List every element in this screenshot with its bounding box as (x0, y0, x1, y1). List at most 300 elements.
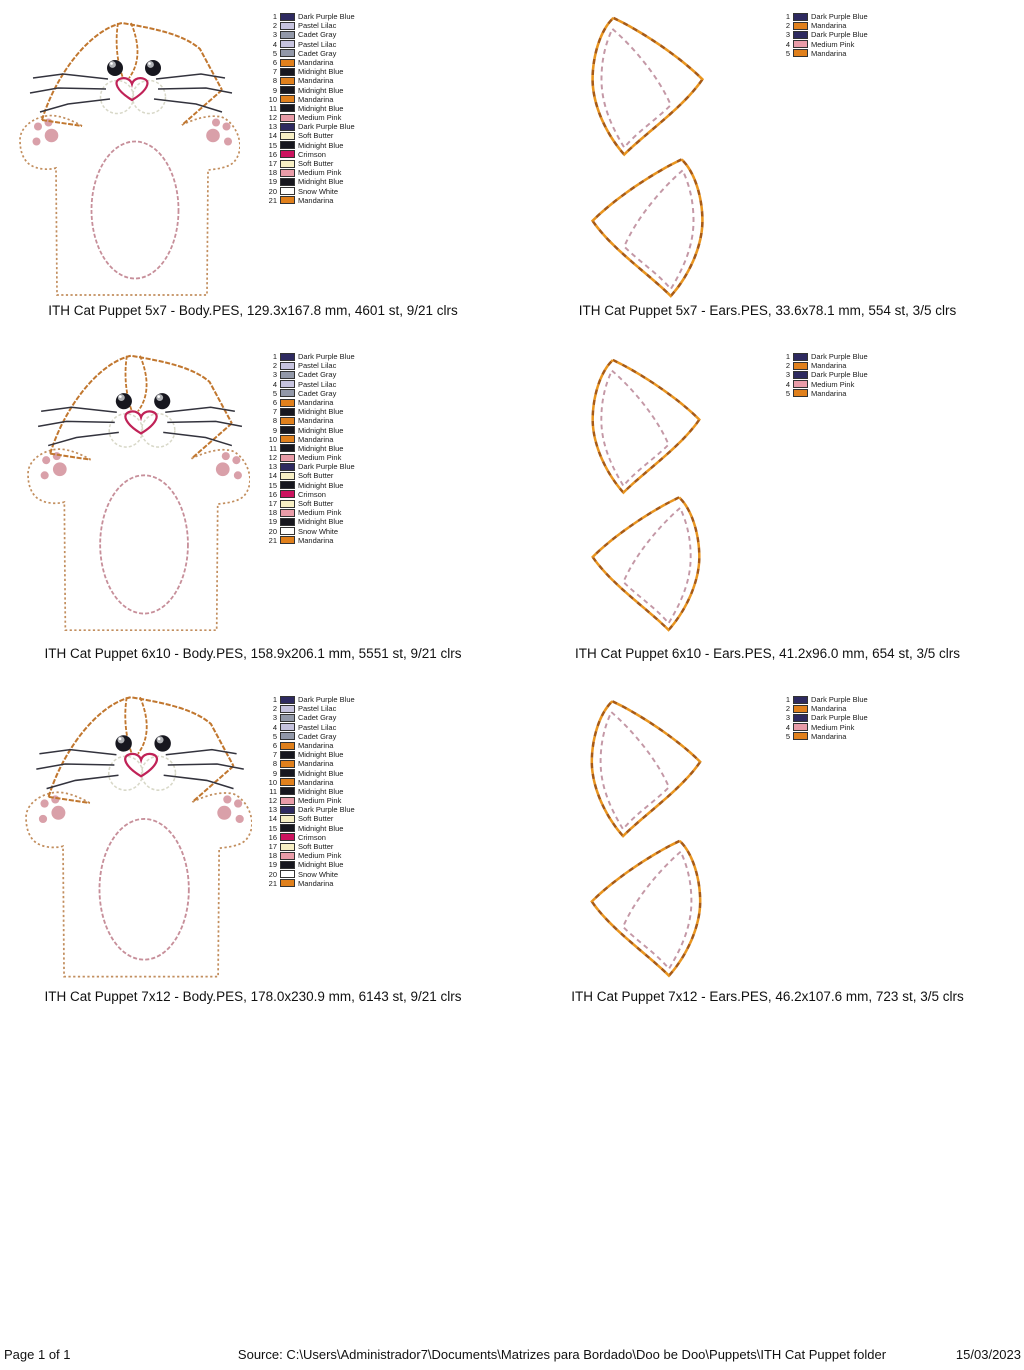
thread-color-name: Mandarina (811, 48, 847, 58)
thread-color-name: Midnight Blue (298, 443, 344, 453)
legend-row (264, 159, 384, 168)
thread-color-swatch (793, 31, 808, 39)
thread-color-name: Soft Butter (298, 159, 334, 168)
thread-color-name: Mandarina (811, 361, 847, 371)
thread-color-swatch (793, 732, 808, 740)
legend-entry-number: 18 (268, 168, 277, 178)
design-preview-ears-6x10 (585, 354, 707, 636)
legend-row (264, 453, 384, 462)
thread-color-swatch (280, 104, 295, 112)
legend-row (264, 713, 384, 722)
thread-color-swatch (280, 196, 295, 204)
thread-legend-body-7x12 (264, 695, 384, 888)
page-number: Page 1 of 1 (4, 1347, 71, 1362)
legend-entry-number: 13 (268, 462, 277, 472)
design-caption-ears-6x10: ITH Cat Puppet 6x10 - Ears.PES, 41.2x96.0 mm, 654 st, 3/5 clrs (575, 646, 960, 661)
thread-color-name: Medium Pink (298, 113, 342, 123)
thread-color-swatch (280, 806, 295, 814)
thread-color-name: Midnight Blue (298, 823, 344, 833)
thread-color-name: Pastel Lilac (298, 722, 337, 732)
legend-row (264, 435, 384, 444)
legend-row (264, 444, 384, 453)
thread-color-swatch (280, 132, 295, 140)
legend-entry-number: 2 (272, 361, 277, 371)
legend-row (777, 370, 897, 379)
legend-row (264, 30, 384, 39)
thread-color-swatch (280, 714, 295, 722)
legend-entry-number: 21 (268, 195, 277, 205)
legend-row (264, 769, 384, 778)
thread-color-swatch (280, 751, 295, 759)
legend-entry-number: 8 (272, 76, 277, 86)
legend-entry-number: 3 (785, 370, 790, 380)
legend-entry-number: 1 (785, 12, 790, 21)
thread-color-name: Medium Pink (298, 453, 342, 463)
legend-row (264, 508, 384, 517)
thread-color-name: Soft Butter (298, 131, 334, 141)
legend-entry-number: 5 (785, 48, 790, 58)
thread-color-name: Mandarina (298, 759, 334, 769)
legend-row (264, 536, 384, 545)
thread-color-swatch (280, 169, 295, 177)
legend-row (264, 787, 384, 796)
thread-color-name: Pastel Lilac (298, 379, 337, 389)
legend-row (264, 879, 384, 888)
legend-entry-number: 7 (272, 407, 277, 417)
thread-color-name: Medium Pink (298, 796, 342, 806)
thread-color-name: Dark Purple Blue (298, 122, 355, 132)
legend-row (264, 12, 384, 21)
legend-entry-number: 3 (785, 713, 790, 723)
legend-entry-number: 10 (268, 434, 277, 444)
legend-entry-number: 21 (268, 878, 277, 888)
legend-row (264, 76, 384, 85)
legend-entry-number: 16 (268, 489, 277, 499)
legend-entry-number: 19 (268, 177, 277, 187)
legend-row (264, 842, 384, 851)
thread-color-swatch (280, 870, 295, 878)
thread-color-swatch (280, 833, 295, 841)
legend-entry-number: 12 (268, 453, 277, 463)
legend-entry-number: 9 (272, 85, 277, 95)
thread-color-name: Mandarina (298, 397, 334, 407)
thread-color-swatch (793, 40, 808, 48)
thread-color-swatch (280, 435, 295, 443)
thread-color-name: Soft Butter (298, 499, 334, 508)
design-caption-ears-5x7: ITH Cat Puppet 5x7 - Ears.PES, 33.6x78.1 mm, 554 st, 3/5 clrs (578, 303, 957, 318)
thread-color-name: Midnight Blue (298, 425, 344, 435)
thread-color-swatch (280, 444, 295, 452)
legend-entry-number: 5 (785, 731, 790, 741)
thread-color-name: Crimson (298, 832, 326, 842)
legend-row (264, 814, 384, 823)
legend-row (264, 86, 384, 95)
legend-entry-number: 7 (272, 67, 277, 77)
legend-row (264, 389, 384, 398)
thread-color-name: Dark Purple Blue (298, 695, 355, 704)
thread-color-swatch (280, 68, 295, 76)
legend-entry-number: 6 (272, 397, 277, 407)
legend-entry-number: 5 (785, 388, 790, 398)
legend-entry-number: 15 (268, 823, 277, 833)
legend-row (264, 833, 384, 842)
legend-row (264, 370, 384, 379)
thread-color-name: Cadet Gray (298, 731, 337, 741)
thread-color-swatch (280, 362, 295, 370)
legend-row (777, 30, 897, 39)
thread-color-swatch (280, 500, 295, 508)
legend-row (777, 389, 897, 398)
legend-entry-number: 19 (268, 860, 277, 870)
thread-color-name: Crimson (298, 489, 326, 499)
legend-row (264, 723, 384, 732)
legend-entry-number: 13 (268, 805, 277, 815)
legend-entry-number: 4 (785, 379, 790, 389)
legend-entry-number: 10 (268, 94, 277, 104)
legend-entry-number: 3 (785, 30, 790, 40)
legend-row (777, 695, 897, 704)
thread-color-swatch (793, 714, 808, 722)
legend-entry-number: 2 (785, 361, 790, 371)
thread-color-name: Snow White (298, 869, 339, 879)
legend-row (777, 352, 897, 361)
thread-color-name: Medium Pink (811, 722, 855, 732)
design-preview-ears-7x12 (584, 697, 708, 980)
thread-color-swatch (280, 399, 295, 407)
thread-color-name: Mandarina (298, 878, 334, 888)
legend-row (264, 21, 384, 30)
legend-row (264, 49, 384, 58)
legend-row (264, 805, 384, 814)
legend-row (777, 49, 897, 58)
legend-row (264, 778, 384, 787)
thread-color-name: Dark Purple Blue (811, 713, 868, 723)
legend-entry-number: 17 (268, 499, 277, 508)
legend-entry-number: 12 (268, 796, 277, 806)
thread-color-name: Soft Butter (298, 814, 334, 824)
thread-color-swatch (793, 380, 808, 388)
thread-color-name: Mandarina (298, 57, 334, 67)
thread-color-swatch (280, 769, 295, 777)
legend-row (777, 40, 897, 49)
legend-entry-number: 17 (268, 842, 277, 851)
thread-color-swatch (280, 723, 295, 731)
thread-color-name: Soft Butter (298, 842, 334, 851)
thread-color-name: Mandarina (298, 195, 334, 205)
thread-color-swatch (280, 490, 295, 498)
thread-color-swatch (280, 536, 295, 544)
thread-color-name: Midnight Blue (298, 750, 344, 760)
legend-row (264, 824, 384, 833)
thread-color-name: Dark Purple Blue (811, 12, 868, 21)
legend-row (777, 21, 897, 30)
thread-color-name: Pastel Lilac (298, 21, 337, 31)
design-caption-body-5x7: ITH Cat Puppet 5x7 - Body.PES, 129.3x167.8 mm, 4601 st, 9/21 clrs (48, 303, 458, 318)
legend-row (264, 177, 384, 186)
thread-color-name: Midnight Blue (298, 517, 344, 527)
legend-entry-number: 16 (268, 149, 277, 159)
thread-color-swatch (280, 77, 295, 85)
thread-color-name: Cadet Gray (298, 30, 337, 40)
legend-entry-number: 19 (268, 517, 277, 527)
design-caption-body-6x10: ITH Cat Puppet 6x10 - Body.PES, 158.9x206.1 mm, 5551 st, 9/21 clrs (44, 646, 462, 661)
thread-color-name: Dark Purple Blue (811, 30, 868, 40)
legend-entry-number: 8 (272, 759, 277, 769)
legend-entry-number: 2 (272, 21, 277, 31)
thread-color-swatch (793, 13, 808, 21)
thread-color-name: Cadet Gray (298, 713, 337, 723)
thread-color-swatch (280, 95, 295, 103)
thread-color-swatch (280, 31, 295, 39)
thread-color-swatch (793, 22, 808, 30)
thread-color-name: Midnight Blue (298, 67, 344, 77)
legend-entry-number: 1 (272, 12, 277, 21)
legend-row (264, 704, 384, 713)
thread-color-name: Midnight Blue (298, 103, 344, 113)
thread-color-name: Mandarina (298, 416, 334, 426)
legend-entry-number: 4 (272, 39, 277, 49)
legend-row (264, 870, 384, 879)
legend-row (264, 398, 384, 407)
thread-color-name: Pastel Lilac (298, 361, 337, 371)
legend-entry-number: 11 (269, 443, 277, 453)
legend-row (777, 713, 897, 722)
legend-row (264, 741, 384, 750)
legend-row (264, 113, 384, 122)
thread-color-name: Medium Pink (811, 39, 855, 49)
legend-entry-number: 3 (272, 713, 277, 723)
thread-color-swatch (280, 141, 295, 149)
thread-color-name: Medium Pink (298, 168, 342, 178)
legend-row (264, 426, 384, 435)
thread-color-swatch (280, 760, 295, 768)
thread-color-name: Cadet Gray (298, 48, 337, 58)
legend-entry-number: 4 (272, 379, 277, 389)
thread-color-swatch (793, 371, 808, 379)
legend-entry-number: 12 (268, 113, 277, 123)
legend-entry-number: 15 (268, 140, 277, 150)
legend-entry-number: 9 (272, 425, 277, 435)
legend-entry-number: 6 (272, 57, 277, 67)
legend-entry-number: 18 (268, 508, 277, 518)
design-caption-ears-7x12: ITH Cat Puppet 7x12 - Ears.PES, 46.2x107.6 mm, 723 st, 3/5 clrs (571, 989, 964, 1004)
legend-entry-number: 10 (268, 777, 277, 787)
legend-row (264, 416, 384, 425)
thread-color-name: Dark Purple Blue (298, 352, 355, 361)
thread-color-name: Mandarina (298, 777, 334, 787)
legend-entry-number: 1 (272, 695, 277, 704)
design-preview-body-7x12 (24, 696, 252, 984)
thread-legend-ears-7x12 (777, 695, 897, 741)
thread-legend-body-6x10 (264, 352, 384, 545)
legend-entry-number: 3 (272, 30, 277, 40)
legend-row (264, 122, 384, 131)
legend-entry-number: 4 (272, 722, 277, 732)
thread-color-swatch (280, 705, 295, 713)
thread-color-name: Mandarina (298, 434, 334, 444)
legend-entry-number: 6 (272, 740, 277, 750)
legend-entry-number: 17 (268, 159, 277, 168)
legend-row (264, 481, 384, 490)
thread-color-swatch (280, 389, 295, 397)
thread-color-name: Crimson (298, 149, 326, 159)
legend-row (264, 104, 384, 113)
thread-color-swatch (280, 123, 295, 131)
legend-row (264, 490, 384, 499)
thread-color-name: Mandarina (298, 535, 334, 545)
legend-row (264, 168, 384, 177)
legend-row (264, 759, 384, 768)
thread-color-swatch (280, 454, 295, 462)
thread-color-swatch (793, 696, 808, 704)
legend-row (264, 361, 384, 370)
legend-row (264, 860, 384, 869)
legend-entry-number: 1 (785, 352, 790, 361)
legend-entry-number: 1 (272, 352, 277, 361)
thread-color-swatch (280, 187, 295, 195)
thread-color-swatch (280, 861, 295, 869)
legend-entry-number: 14 (268, 471, 277, 481)
thread-color-swatch (280, 13, 295, 21)
legend-entry-number: 16 (268, 832, 277, 842)
legend-entry-number: 14 (268, 814, 277, 824)
legend-entry-number: 8 (272, 416, 277, 426)
thread-color-swatch (793, 353, 808, 361)
legend-entry-number: 3 (272, 370, 277, 380)
legend-row (264, 187, 384, 196)
thread-color-name: Midnight Blue (298, 85, 344, 95)
thread-color-swatch (280, 742, 295, 750)
legend-row (264, 471, 384, 480)
legend-entry-number: 4 (785, 39, 790, 49)
thread-color-name: Dark Purple Blue (811, 695, 868, 704)
thread-legend-ears-5x7 (777, 12, 897, 58)
thread-color-name: Mandarina (811, 388, 847, 398)
legend-row (264, 750, 384, 759)
thread-color-name: Medium Pink (298, 851, 342, 861)
thread-color-name: Medium Pink (298, 508, 342, 518)
thread-color-name: Pastel Lilac (298, 39, 337, 49)
legend-entry-number: 5 (272, 388, 277, 398)
thread-color-swatch (280, 114, 295, 122)
thread-color-swatch (793, 705, 808, 713)
thread-color-swatch (280, 86, 295, 94)
legend-row (264, 67, 384, 76)
thread-color-swatch (280, 696, 295, 704)
thread-color-swatch (280, 59, 295, 67)
thread-color-name: Dark Purple Blue (811, 370, 868, 380)
thread-color-swatch (280, 472, 295, 480)
legend-entry-number: 4 (785, 722, 790, 732)
thread-color-swatch (280, 408, 295, 416)
legend-entry-number: 15 (268, 480, 277, 490)
thread-color-swatch (280, 518, 295, 526)
design-caption-body-7x12: ITH Cat Puppet 7x12 - Body.PES, 178.0x230.9 mm, 6143 st, 9/21 clrs (44, 989, 462, 1004)
thread-color-swatch (280, 353, 295, 361)
thread-color-name: Dark Purple Blue (298, 462, 355, 472)
legend-entry-number: 20 (268, 186, 277, 196)
legend-row (264, 851, 384, 860)
legend-row (264, 141, 384, 150)
legend-row (264, 732, 384, 741)
print-date: 15/03/2023 (955, 1347, 1021, 1362)
legend-entry-number: 20 (268, 526, 277, 536)
thread-color-name: Mandarina (298, 76, 334, 86)
thread-color-swatch (280, 732, 295, 740)
thread-color-swatch (280, 150, 295, 158)
legend-row (264, 695, 384, 704)
design-preview-body-5x7 (18, 22, 240, 302)
legend-entry-number: 21 (268, 535, 277, 545)
source-path: Source: C:\Users\Administrador7\Documents\Matrizes para Bordado\Doo be Doo\Puppets\ITH Cat Puppet folder (237, 1347, 887, 1362)
thread-color-name: Cadet Gray (298, 370, 337, 380)
thread-color-name: Midnight Blue (298, 140, 344, 150)
thread-color-swatch (280, 49, 295, 57)
legend-row (264, 150, 384, 159)
legend-row (264, 352, 384, 361)
thread-color-swatch (793, 49, 808, 57)
thread-color-swatch (280, 879, 295, 887)
legend-row (777, 12, 897, 21)
thread-color-swatch (793, 362, 808, 370)
thread-color-name: Dark Purple Blue (298, 12, 355, 21)
thread-color-swatch (280, 481, 295, 489)
legend-entry-number: 5 (272, 731, 277, 741)
thread-color-swatch (280, 417, 295, 425)
thread-color-name: Pastel Lilac (298, 704, 337, 714)
legend-entry-number: 2 (272, 704, 277, 714)
thread-color-name: Midnight Blue (298, 480, 344, 490)
legend-row (264, 527, 384, 536)
thread-color-name: Midnight Blue (298, 177, 344, 187)
thread-legend-ears-6x10 (777, 352, 897, 398)
thread-color-name: Mandarina (811, 731, 847, 741)
thread-color-name: Cadet Gray (298, 388, 337, 398)
legend-entry-number: 9 (272, 768, 277, 778)
legend-entry-number: 13 (268, 122, 277, 132)
thread-color-swatch (280, 843, 295, 851)
thread-color-name: Medium Pink (811, 379, 855, 389)
legend-entry-number: 14 (268, 131, 277, 141)
legend-entry-number: 11 (269, 103, 277, 113)
legend-row (777, 704, 897, 713)
thread-color-swatch (280, 371, 295, 379)
thread-color-swatch (280, 22, 295, 30)
legend-row (264, 796, 384, 805)
legend-row (264, 196, 384, 205)
thread-color-name: Mandarina (298, 740, 334, 750)
legend-row (777, 723, 897, 732)
thread-color-name: Midnight Blue (298, 860, 344, 870)
thread-color-swatch (793, 723, 808, 731)
legend-entry-number: 11 (269, 786, 277, 796)
legend-entry-number: 18 (268, 851, 277, 861)
legend-row (264, 517, 384, 526)
legend-row (777, 380, 897, 389)
thread-color-name: Mandarina (811, 21, 847, 31)
thread-color-swatch (280, 527, 295, 535)
thread-color-name: Mandarina (811, 704, 847, 714)
thread-color-swatch (280, 178, 295, 186)
thread-color-name: Snow White (298, 186, 339, 196)
legend-entry-number: 1 (785, 695, 790, 704)
thread-color-swatch (280, 160, 295, 168)
thread-color-swatch (280, 509, 295, 517)
legend-row (264, 95, 384, 104)
thread-color-swatch (280, 380, 295, 388)
legend-entry-number: 2 (785, 704, 790, 714)
thread-color-swatch (280, 787, 295, 795)
